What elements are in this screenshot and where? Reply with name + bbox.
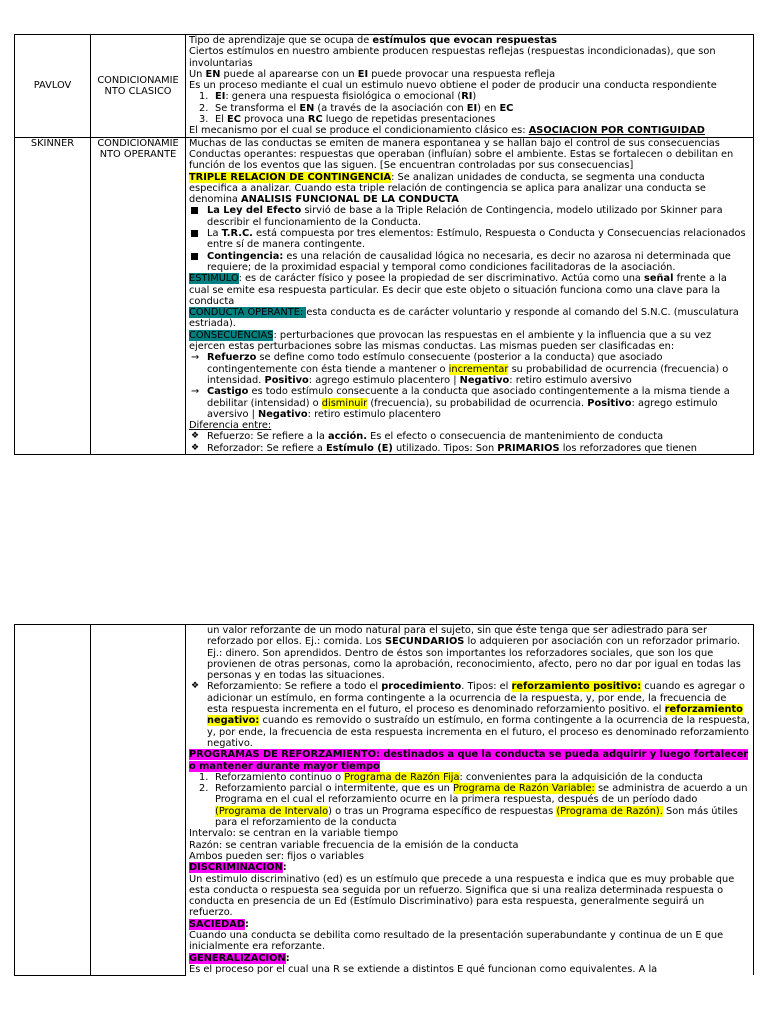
text-run: Muchas de las conductas se emiten de manera espontanea y se hallan bajo el control de sus consecuencias xyxy=(189,137,720,149)
author-cell xyxy=(15,35,91,138)
text-run: Es el efecto o consecuencia de mantenimiento de conducta xyxy=(366,431,664,443)
text-run: EC xyxy=(499,102,514,114)
conditioning-type: CONDICIONAMIENTO CLASICO xyxy=(97,74,179,97)
paragraph xyxy=(189,172,750,206)
highlighted-text: disminuir xyxy=(321,397,368,409)
text-run: se define como todo estímulo consecuente (posterior a la conducta) que asociado contingentemente con ésta tiende a mantener o xyxy=(207,352,663,375)
description-cell xyxy=(186,137,754,454)
highlighted-text: reforzamiento negativo: xyxy=(207,704,743,727)
text-run: es todo estímulo consecuente a la conducta que asociado contingentemente a la misma tiende a debilitar (intensidad) o xyxy=(207,386,730,409)
text-run: procedimiento xyxy=(381,681,462,693)
list-item xyxy=(189,228,750,251)
highlighted-term: CONDUCTA OPERANTE: xyxy=(189,307,307,319)
highlighted-text: reforzamiento positivo: xyxy=(511,681,642,693)
text-run: Refuerzo xyxy=(207,352,257,364)
text-run: acción. xyxy=(327,431,367,443)
list-item xyxy=(189,91,750,102)
section-heading: SACIEDAD xyxy=(189,918,246,930)
paragraph xyxy=(189,80,750,91)
text-run: Se transforma el xyxy=(215,102,300,114)
text-run: cuando es removido o sustraído un estímulo, en forma contingente a la ocurrencia de la respuesta, y, por ende, la frecuencia de esta respuesta incrementa en el futuro, el proceso es denominado reforzamiento negativo. xyxy=(207,715,750,749)
list-number: 1. xyxy=(199,771,209,783)
numbered-list xyxy=(189,772,750,828)
conditioning-type: CONDICIONAMIENTO OPERANTE xyxy=(97,137,179,160)
paragraph xyxy=(189,828,750,839)
highlighted-text: Programa de Razón Fija xyxy=(344,771,460,783)
text-run: La xyxy=(207,228,222,240)
text-run: Conductas operantes: respuestas que operaban (influían) sobre el ambiente. Estas se fortalecen o debilitan en función de los eventos que las siguen. [Se encuentran controladas por sus consecuencias] xyxy=(189,148,734,172)
text-run: EC xyxy=(227,114,241,126)
list-item xyxy=(189,386,750,420)
table-row-skinner xyxy=(15,137,754,454)
text-run: : agrego estimulo placentero | xyxy=(308,374,460,386)
text-run: T.R.C. xyxy=(221,228,253,240)
text-run: Es un proceso mediante el cual un estimulo nuevo obtiene el poder de producir una conducta respondiente xyxy=(189,80,717,92)
text-run: es una relación de causalidad lógica no necesaria, es decir no azarosa ni determinada que requiere; de la proximidad espacial y temporal como condiciones facilitadoras de la asociación. xyxy=(207,250,731,273)
list-item xyxy=(189,205,750,228)
list-item xyxy=(189,681,750,749)
paragraph xyxy=(189,874,750,919)
conditioning-type-cell xyxy=(91,35,186,138)
text-run: Es el proceso por el cual una R se extiende a distintos E qué funcionan como equivalentes. A la xyxy=(189,963,658,975)
text-run: : genera una respuesta fisiológica o emocional ( xyxy=(225,91,462,103)
highlighted-text: (Programa de Intervalo xyxy=(215,805,329,817)
text-run: : retiro estimulo aversivo xyxy=(509,374,632,386)
text-run: Positivo xyxy=(587,397,632,409)
list-item xyxy=(189,772,750,783)
text-run: frente a la cual se emite esa respuesta particular. Es decir que este objeto o situación funciona como una clave para la conducta xyxy=(189,273,727,307)
text-run: Ciertos estímulos en nuestro ambiente producen respuestas reflejas (respuestas incondicionadas), que son involuntarias xyxy=(189,46,716,69)
text-run: . Tipos: el xyxy=(461,681,512,693)
text-run: ) en xyxy=(477,102,500,114)
highlighted-term: ESTIMULO xyxy=(189,273,239,285)
table-row-pavlov xyxy=(15,35,754,138)
arrow-bullet-list xyxy=(189,352,750,420)
paragraph xyxy=(189,919,750,930)
conditioning-type-cell xyxy=(91,625,186,976)
highlighted-text: Programa de Razón Variable: xyxy=(453,783,595,795)
description-cell xyxy=(186,625,754,976)
author-cell xyxy=(15,137,91,454)
text-run: utilizado. Tipos: Son xyxy=(392,442,498,454)
text-run: RC xyxy=(307,114,323,126)
text-run: lo adquieren por asociación con un reforzador primario. Ej.: dinero. Son aprendidos. Dentro de éstos son importantes los reforzadores sociales, que son los que provienen de otras personas, como la aprobación, reconocimiento, afecto, pero no dar por igual en todas las personas y en todas las situaciones. xyxy=(207,636,741,682)
author-name: SKINNER xyxy=(30,137,75,149)
section-heading: DISCRIMINACION xyxy=(189,862,283,874)
paragraph xyxy=(189,69,750,80)
text-run: ANALISIS FUNCIONAL DE LA CONDUCTA xyxy=(241,194,459,206)
text-run: esta conducta es de carácter voluntario y responde al comando del S.N.C. (musculatura estriada). xyxy=(189,307,739,330)
text-run: los reforzadores que tienen xyxy=(559,442,697,454)
text-run: ) xyxy=(472,91,477,103)
text-run: El mecanismo por el cual se produce el condicionamiento clásico es: xyxy=(189,125,529,137)
diamond-bullet-list xyxy=(189,431,750,454)
text-run: su probabilidad de ocurrencia (frecuencia) o intensidad. xyxy=(207,363,729,386)
text-run: puede al aparearse con un xyxy=(220,68,358,80)
text-run: La Ley del Efecto xyxy=(207,205,302,217)
table-row-continued xyxy=(15,625,754,976)
conditioning-type-cell xyxy=(91,137,186,454)
text-run: (frecuencia), su probabilidad de ocurrencia. xyxy=(367,397,588,409)
text-run: Son más útiles para el reforzamiento de la conducta xyxy=(215,805,738,829)
description-cell xyxy=(186,35,754,138)
paragraph xyxy=(189,953,750,964)
conclusion-paragraph xyxy=(189,125,750,136)
text-run: puede provocar una respuesta refleja xyxy=(368,68,556,80)
author-cell xyxy=(15,625,91,976)
text-run: : xyxy=(285,952,290,964)
text-run: : agrego estimulo aversivo | xyxy=(207,397,718,420)
list-item xyxy=(189,443,750,454)
text-run: Estímulo (E) xyxy=(325,442,393,454)
paragraph xyxy=(189,930,750,953)
list-number: 2. xyxy=(199,783,209,795)
text-run: (a través de la asociación con xyxy=(314,102,467,114)
text-run: Razón: se centran variable frecuencia de la emisión de la conducta xyxy=(189,839,519,851)
paragraph xyxy=(189,46,750,69)
text-run: EI xyxy=(357,68,369,80)
text-run: Negativo xyxy=(459,374,510,386)
text-run: Reforzamiento continuo o xyxy=(215,771,345,783)
section-heading: PROGRAMAS DE REFORZAMIENTO: destinados a que la conducta se pueda adquirir y luego fortalecer o mantener durante mayor tiempo xyxy=(189,749,749,772)
paragraph xyxy=(189,840,750,851)
text-run: El xyxy=(215,114,228,126)
square-bullet-list xyxy=(189,205,750,273)
text-run: se administra de acuerdo a un Programa en el cual el reforzamiento ocurre en la primera respuesta, después de un período dado xyxy=(215,783,748,806)
text-run: RI xyxy=(461,91,473,103)
text-run: : convenientes para la adquisición de la conducta xyxy=(459,771,703,783)
text-run: Refuerzo: Se refiere a la xyxy=(207,431,328,443)
paragraph xyxy=(189,35,750,46)
text-run: : perturbaciones que provocan las respuestas en el ambiente y la influencia que a su vez ejercen estas perturbaciones sobre las mismas conductas. Las mismas pueden ser clasificadas en: xyxy=(189,329,712,353)
text-run: Negativo xyxy=(258,408,308,420)
text-run: Castigo xyxy=(207,386,249,398)
text-run: Positivo xyxy=(264,374,309,386)
section-heading: GENERALIZACION xyxy=(189,952,286,964)
continued-list-item xyxy=(189,625,750,681)
theory-table-page-2 xyxy=(14,624,754,976)
paragraph xyxy=(189,307,750,330)
theory-table-page-1 xyxy=(14,34,754,455)
paragraph xyxy=(189,964,750,975)
list-item xyxy=(189,431,750,442)
paragraph xyxy=(189,330,750,353)
text-run: Ambos pueden ser: fijos o variables xyxy=(189,850,364,862)
text-run: Diferencia entre: xyxy=(189,420,272,432)
paragraph xyxy=(189,420,750,431)
list-number: 3. xyxy=(199,114,209,126)
text-run: ) o tras un Programa específico de respuestas xyxy=(328,805,557,817)
text-run: : xyxy=(282,862,287,874)
text-run: Cuando una conducta se debilita como resultado de la presentación superabundante y continua de un E que inicialmente era reforzante. xyxy=(189,930,724,953)
text-run: Reforzamiento: Se refiere a todo el xyxy=(207,681,382,693)
list-item xyxy=(189,103,750,114)
paragraph xyxy=(189,862,750,873)
list-item xyxy=(189,783,750,828)
text-run: luego de repetidas presentaciones xyxy=(322,114,496,126)
list-item xyxy=(189,114,750,125)
text-run: Un xyxy=(189,68,206,80)
text-run: Un estimulo discriminativo (ed) es un estímulo que precede a una respuesta e indica que es muy probable que esta conducta o respuesta sea seguida por un refuerzo. Significa que si una realiza determinada respuesta o conducta en presencia de un Ed (Estímulo Discriminativo) para esta respuesta, generalmente seguirá un refuerzo. xyxy=(189,873,735,919)
paragraph xyxy=(189,749,750,772)
text-run: EN xyxy=(205,68,221,80)
text-run: un valor reforzante de un modo natural para el sujeto, sin que éste tenga que ser adiestrado para ser reforzado por ellos. Ej.: comida. Los xyxy=(207,625,707,648)
text-run: EI xyxy=(466,102,478,114)
text-run: PRIMARIOS xyxy=(497,442,560,454)
list-item xyxy=(189,251,750,274)
diamond-bullet-list xyxy=(189,681,750,749)
text-run: estímulos que evocan respuestas xyxy=(372,35,557,46)
text-run: Contingencia: xyxy=(207,250,284,262)
text-run: Tipo de aprendizaje que se ocupa de xyxy=(189,35,373,46)
text-run: cuando es agregar o adicionar un estímulo, en forma contingente a la ocurrencia de la respuesta, y, por ende, la frecuencia de esta respuesta incrementa en el futuro, el proceso es denominado reforzamiento positivo. el xyxy=(207,681,746,716)
highlighted-text: (Programa de Razón). xyxy=(556,805,663,817)
highlighted-text: incrementar xyxy=(448,363,509,375)
text-run: : retiro estimulo placentero xyxy=(307,408,441,420)
paragraph xyxy=(189,273,750,307)
text-run: EI xyxy=(215,91,226,103)
list-item xyxy=(189,352,750,386)
text-run: ASOCIACION POR CONTIGUIDAD xyxy=(528,125,705,137)
list-number: 1. xyxy=(199,91,209,103)
text-run: Intervalo: se centran en la variable tiempo xyxy=(189,828,399,840)
paragraph xyxy=(189,149,750,172)
highlighted-term: CONSECUENCIAS xyxy=(189,329,274,341)
text-run: : es de carácter físico y posee la propiedad de ser discriminativo. Actúa como una xyxy=(238,273,645,285)
paragraph xyxy=(189,851,750,862)
text-run: EN xyxy=(299,102,315,114)
text-run: : xyxy=(245,918,249,930)
highlighted-text: TRIPLE RELACION DE CONTINGENCIA xyxy=(189,171,392,183)
paragraph xyxy=(189,138,750,149)
text-run: SECUNDARIOS xyxy=(384,636,465,648)
author-name: PAVLOV xyxy=(33,80,72,92)
text-run: sirvió de base a la Triple Relación de Contingencia, modelo utilizado por Skinner para describir el funcionamiento de la Conducta. xyxy=(207,205,723,228)
text-run: Reforzamiento parcial o intermitente, que es un xyxy=(215,783,453,795)
text-run: : Se analizan unidades de conducta, se segmenta una conducta especifica a analizar. Cuando esta triple relación de contingencia se aplica para analizar una conducta se denomina xyxy=(189,171,706,206)
list-number: 2. xyxy=(199,102,209,114)
numbered-list xyxy=(189,91,750,125)
text-run: señal xyxy=(644,273,674,285)
text-run: Reforzador: Se refiere a xyxy=(207,442,326,454)
text-run: está compuesta por tres elementos: Estímulo, Respuesta o Conducta y Consecuencias relacionados entre sí de manera contingente. xyxy=(207,228,746,251)
text-run: provoca una xyxy=(240,114,308,126)
